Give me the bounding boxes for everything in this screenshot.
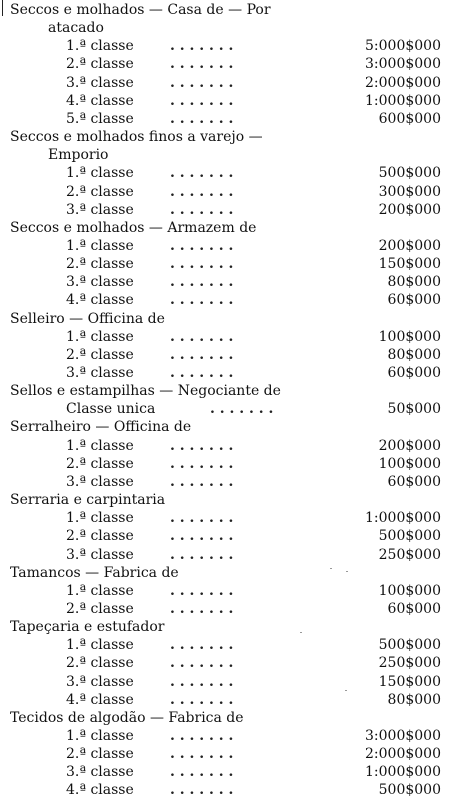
tax-value: 150$000 (378, 673, 441, 690)
class-label: 2.ª classe (66, 455, 134, 472)
dot-leader: . . . . . . . (170, 473, 234, 490)
dot-leader: . . . . . . . (210, 401, 274, 418)
dot-leader: . . . . . . . (170, 328, 234, 345)
tax-value: 150$000 (378, 256, 441, 273)
class-entry-row (0, 164, 451, 182)
dot-leader: . . . . . . . (170, 74, 234, 91)
dot-leader: . . . . . . . (170, 183, 234, 200)
tax-value: 100$000 (378, 328, 441, 345)
class-label: 3.ª classe (66, 201, 134, 218)
section-heading (0, 219, 451, 237)
tax-value: 500$000 (378, 165, 441, 182)
class-entry-row (0, 509, 451, 527)
section-heading-text: Serraria e carpintaria (10, 492, 166, 508)
tax-value: 600$000 (378, 110, 441, 127)
tax-value: 60$000 (387, 600, 441, 617)
section-heading (0, 310, 451, 328)
section-heading (0, 618, 451, 636)
scan-speck (345, 690, 347, 691)
dot-leader: . . . . . . . (170, 455, 234, 472)
class-entry-row (0, 291, 451, 309)
class-entry-row (0, 781, 451, 799)
class-entry-row (0, 110, 451, 128)
section-heading-text: Seccos e molhados finos a varejo — (10, 129, 263, 145)
dot-leader: . . . . . . . (170, 165, 234, 182)
dot-leader: . . . . . . . (170, 510, 234, 527)
dot-leader: . . . . . . . (170, 292, 234, 309)
class-entry-row (0, 600, 451, 618)
dot-leader: . . . . . . . (170, 365, 234, 381)
class-label: 4.ª classe (66, 782, 134, 799)
tax-value: 80$000 (387, 346, 441, 363)
section-heading-text: Seccos e molhados — Casa de — Por (10, 2, 271, 18)
tax-value: 250$000 (378, 655, 441, 672)
scan-speck (330, 568, 332, 569)
class-entry-row (0, 201, 451, 219)
class-label: 4.ª classe (66, 92, 134, 109)
class-label: 2.ª classe (66, 528, 134, 545)
class-entry-row (0, 55, 451, 73)
dot-leader: . . . . . . . (170, 92, 234, 109)
tax-value: 1:000$000 (365, 510, 441, 527)
class-entry-row (0, 455, 451, 473)
section-heading (0, 382, 451, 400)
class-entry-row (0, 400, 451, 418)
tax-value: 5:000$000 (365, 38, 441, 55)
heading-continuation (0, 19, 451, 37)
tax-value: 300$000 (378, 183, 441, 200)
class-label: Classe unica (66, 401, 156, 418)
scan-speck (346, 571, 348, 572)
class-label: 1.ª classe (66, 237, 134, 254)
tax-value: 60$000 (387, 473, 441, 490)
tax-value: 2:000$000 (365, 74, 441, 91)
tax-value: 500$000 (378, 528, 441, 545)
section-heading-text: Tamancos — Fabrica de (10, 564, 179, 581)
class-entry-row (0, 636, 451, 654)
continuation-text: atacado (48, 20, 104, 37)
section-heading-text: Tapeçaria e estufador (10, 619, 165, 636)
class-entry-row (0, 654, 451, 672)
class-label: 5.ª classe (66, 110, 134, 127)
dot-leader: . . . . . . . (170, 673, 234, 690)
class-label: 2.ª classe (66, 600, 134, 617)
section-heading-text: Selleiro — Officina de (10, 310, 165, 327)
dot-leader: . . . . . . . (170, 746, 234, 763)
class-entry-row (0, 437, 451, 455)
dot-leader: . . . . . . . (170, 764, 234, 781)
class-label: 4.ª classe (66, 691, 134, 708)
class-label: 2.ª classe (66, 746, 134, 763)
section-heading (0, 491, 451, 509)
heading-continuation (0, 146, 451, 164)
class-entry-row (0, 183, 451, 201)
tax-value: 60$000 (387, 365, 441, 381)
section-heading (0, 1, 451, 19)
class-entry-row (0, 346, 451, 364)
dot-leader: . . . . . . . (170, 637, 234, 654)
class-entry-row (0, 37, 451, 55)
tax-value: 100$000 (378, 455, 441, 472)
continuation-text: Emporio (48, 147, 109, 164)
tax-value: 2:000$000 (365, 746, 441, 763)
class-label: 2.ª classe (66, 256, 134, 273)
class-label: 3.ª classe (66, 546, 134, 563)
tax-value: 100$000 (378, 582, 441, 599)
dot-leader: . . . . . . . (170, 691, 234, 708)
class-label: 1.ª classe (66, 165, 134, 182)
dot-leader: . . . . . . . (170, 110, 234, 127)
class-entry-row (0, 745, 451, 763)
class-label: 3.ª classe (66, 473, 134, 490)
dot-leader: . . . . . . . (170, 546, 234, 563)
dot-leader: . . . . . . . (170, 782, 234, 799)
dot-leader: . . . . . . . (170, 256, 234, 273)
dot-leader: . . . . . . . (170, 582, 234, 599)
tax-value: 3:000$000 (365, 56, 441, 73)
tax-value: 250$000 (378, 546, 441, 563)
class-label: 1.ª classe (66, 510, 134, 527)
class-entry-row (0, 237, 451, 255)
class-label: 3.ª classe (66, 365, 134, 381)
dot-leader: . . . . . . . (170, 437, 234, 454)
class-entry-row (0, 74, 451, 92)
tax-value: 80$000 (387, 274, 441, 291)
class-label: 3.ª classe (66, 74, 134, 91)
class-entry-row (0, 673, 451, 691)
class-label: 3.ª classe (66, 764, 134, 781)
class-label: 1.ª classe (66, 437, 134, 454)
dot-leader: . . . . . . . (170, 274, 234, 291)
tax-value: 60$000 (387, 292, 441, 309)
class-label: 2.ª classe (66, 183, 134, 200)
tax-value: 200$000 (378, 201, 441, 218)
section-heading-text: Serralheiro — Officina de (10, 419, 192, 436)
class-label: 1.ª classe (66, 728, 134, 744)
tax-value: 3:000$000 (365, 728, 441, 744)
dot-leader: . . . . . . . (170, 56, 234, 73)
class-entry-row (0, 727, 451, 745)
tax-value: 1:000$000 (365, 92, 441, 109)
class-entry-row (0, 273, 451, 291)
dot-leader: . . . . . . . (170, 201, 234, 218)
class-entry-row (0, 473, 451, 491)
class-label: 2.ª classe (66, 346, 134, 363)
section-heading (0, 564, 451, 582)
scan-speck (300, 632, 302, 633)
dot-leader: . . . . . . . (170, 346, 234, 363)
class-label: 2.ª classe (66, 655, 134, 672)
dot-leader: . . . . . . . (170, 600, 234, 617)
dot-leader: . . . . . . . (170, 38, 234, 55)
tax-value: 500$000 (378, 782, 441, 799)
class-label: 1.ª classe (66, 582, 134, 599)
class-entry-row (0, 546, 451, 564)
class-entry-row (0, 582, 451, 600)
section-heading (0, 128, 451, 146)
tax-value: 500$000 (378, 637, 441, 654)
class-label: 3.ª classe (66, 274, 134, 291)
tax-value: 80$000 (387, 691, 441, 708)
tax-value: 200$000 (378, 437, 441, 454)
class-label: 3.ª classe (66, 673, 134, 690)
class-entry-row (0, 364, 451, 382)
dot-leader: . . . . . . . (170, 728, 234, 744)
class-entry-row (0, 92, 451, 110)
tax-value: 200$000 (378, 237, 441, 254)
class-label: 1.ª classe (66, 328, 134, 345)
tax-value: 1:000$000 (365, 764, 441, 781)
tax-value: 50$000 (387, 401, 441, 418)
class-entry-row (0, 328, 451, 346)
class-entry-row (0, 691, 451, 709)
section-heading-text: Sellos e estampilhas — Negociante de (10, 383, 281, 400)
class-entry-row (0, 763, 451, 781)
section-heading (0, 709, 451, 727)
class-label: 1.ª classe (66, 38, 134, 55)
section-heading (0, 418, 451, 436)
class-label: 1.ª classe (66, 637, 134, 654)
dot-leader: . . . . . . . (170, 237, 234, 254)
dot-leader: . . . . . . . (170, 528, 234, 545)
section-heading-text: Seccos e molhados — Armazem de (10, 219, 257, 236)
class-entry-row (0, 527, 451, 545)
class-entry-row (0, 255, 451, 273)
section-heading-text: Tecidos de algodão — Fabrica de (10, 709, 244, 726)
class-label: 4.ª classe (66, 292, 134, 309)
dot-leader: . . . . . . . (170, 655, 234, 672)
class-label: 2.ª classe (66, 56, 134, 73)
